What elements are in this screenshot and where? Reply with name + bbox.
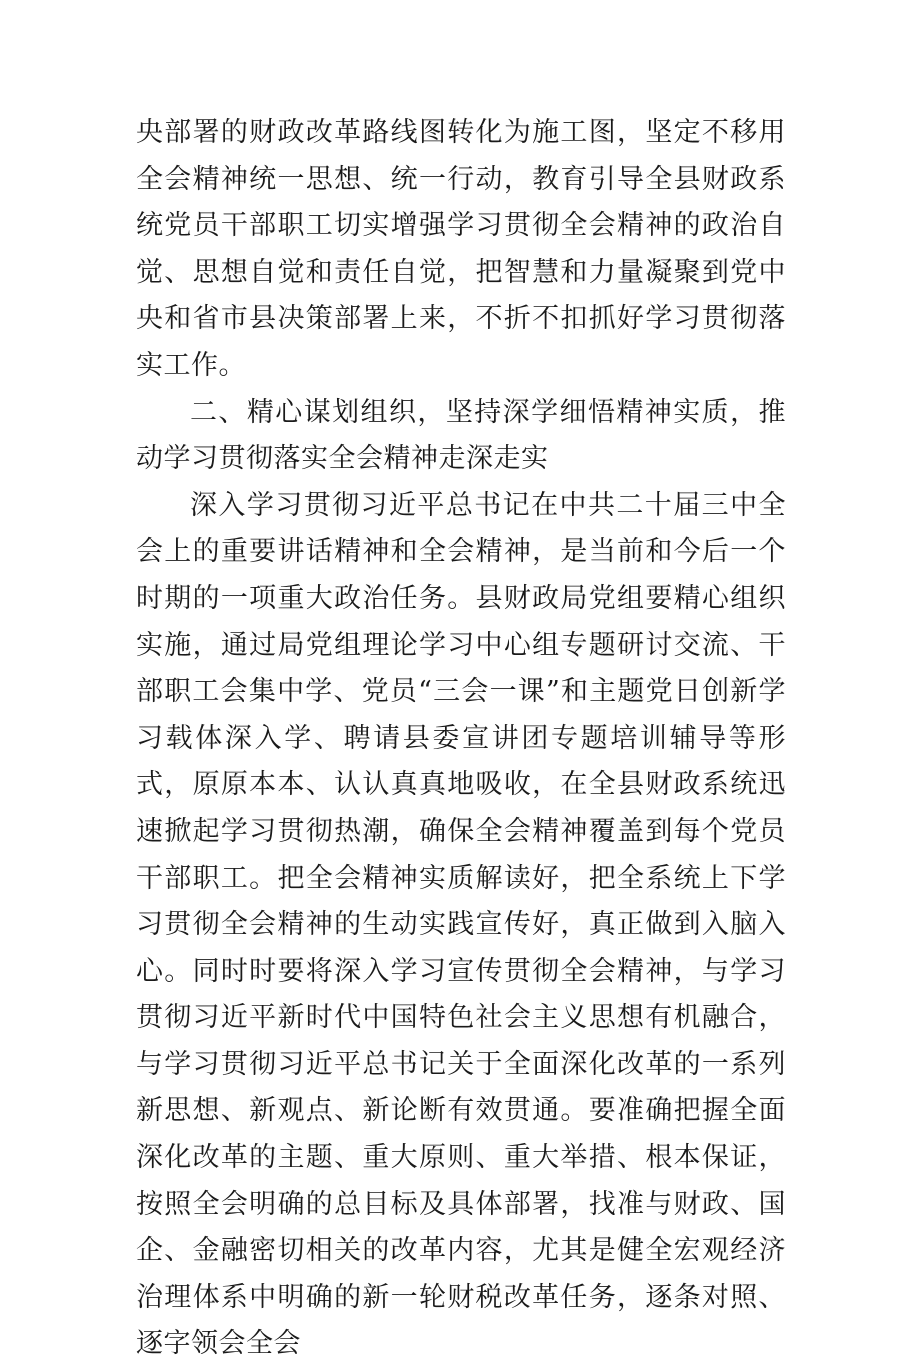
section-heading: 二、精心谋划组织，坚持深学细悟精神实质，推动学习贯彻落实全会精神走深走实 xyxy=(136,396,786,475)
paragraph-body: 深入学习贯彻习近平总书记在中共二十届三中全会上的重要讲话精神和全会精神，是当前和今后一个时期的一项重大政治任务。县财政局党组要精心组织实施，通过局党组理论学习中心组专题研讨交流、干部职工会集中学、党员“三会一课”和主题党日创新学习载体深入学、聘请县委宣讲团专题培训辅导等形式，原原本本、认认真真地吸收，在全县财政系统迅速掀起学习贯彻热潮，确保全会精神覆盖到每个党员干部职工。把全会精神实质解读好，把全系统上下学习贯彻全会精神的生动实践宣传好，真正做到入脑入心。同时时要将深入学习宣传贯彻全会精神，与学习贯彻习近平新时代中国特色社会主义思想有机融合，与学习贯彻习近平总书记关于全面深化改革的一系列新思想、新观点、新论断有效贯通。要准确把握全面深化改革的主题、重大原则、重大举措、根本保证，按照全会明确的总目标及具体部署，找准与财政、国企、金融密切相关的改革内容，尤其是健全宏观经济治理体系中明确的新一轮财税改革任务，逐条对照、逐字领会全会 xyxy=(136,489,786,1360)
document-body xyxy=(136,110,786,1368)
paragraph-continuation: 央部署的财政改革路线图转化为施工图，坚定不移用全会精神统一思想、统一行动，教育引导全县财政系统党员干部职工切实增强学习贯彻全会精神的政治自觉、思想自觉和责任自觉，把智慧和力量凝聚到党中央和省市县决策部署上来，不折不扣抓好学习贯彻落实工作。 xyxy=(136,117,786,381)
